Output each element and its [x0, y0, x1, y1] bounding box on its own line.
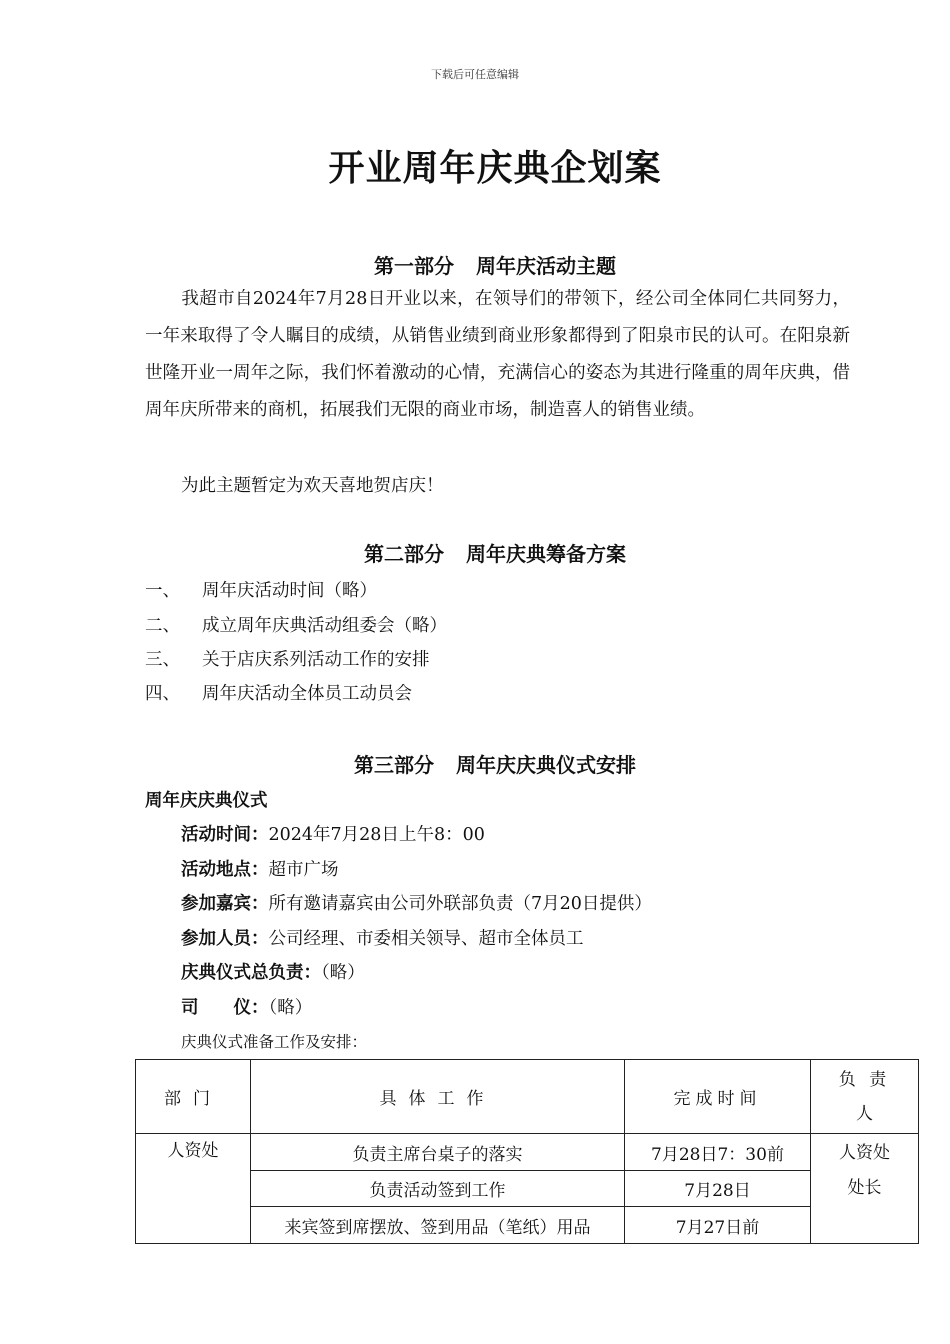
- detail-label: 庆典仪式总负责：: [181, 963, 321, 983]
- preparation-table: [135, 1059, 919, 1244]
- detail-value: 所有邀请嘉宾由公司外联部负责（7月20日提供）: [268, 894, 652, 914]
- header-work: 具体工作: [251, 1060, 625, 1134]
- detail-activity-time: [181, 821, 485, 846]
- cell-work: 负责活动签到工作: [251, 1171, 625, 1207]
- detail-value: （略）: [268, 998, 313, 1018]
- theme-paragraph: [145, 281, 850, 429]
- section-heading: 周年庆庆典仪式安排: [456, 753, 636, 777]
- detail-label: 活动地点：: [181, 860, 269, 880]
- table-header-row: [136, 1060, 919, 1134]
- detail-guests: [181, 890, 652, 915]
- header-time: 完成时间: [625, 1060, 811, 1134]
- section-heading: 周年庆典筹备方案: [466, 542, 626, 566]
- cell-time: 7月27日前: [625, 1207, 811, 1244]
- list-item-text: 成立周年庆典活动组委会（略）: [202, 616, 447, 636]
- detail-activity-location: [181, 856, 339, 881]
- list-item-number: 二、: [145, 616, 180, 636]
- detail-ceremony-lead: [181, 959, 365, 984]
- cell-dept: 人资处: [136, 1134, 251, 1244]
- theme-statement: 为此主题暂定为欢天喜地贺店庆！: [181, 476, 444, 496]
- header-note: 下载后可任意编辑: [431, 68, 519, 81]
- prep-note: 庆典仪式准备工作及安排：: [181, 1033, 368, 1051]
- section-heading: 周年庆活动主题: [476, 254, 616, 278]
- header-owner: 负 责 人: [811, 1060, 919, 1134]
- section-title-part2: [0, 538, 950, 567]
- list-item-text: 周年庆活动全体员工动员会: [202, 684, 412, 704]
- header-dept: 部门: [136, 1060, 251, 1134]
- list-item-number: 三、: [145, 650, 180, 670]
- cell-work: 来宾签到席摆放、签到用品（笔纸）用品: [251, 1207, 625, 1244]
- detail-label: 参加人员：: [181, 929, 269, 949]
- cell-owner: 人资处 处长: [811, 1134, 919, 1244]
- detail-label: 参加嘉宾：: [181, 894, 269, 914]
- section-number: 第三部分: [354, 753, 434, 777]
- cell-time: 7月28日: [625, 1171, 811, 1207]
- detail-label: 活动时间：: [181, 825, 269, 845]
- document-title: 开业周年庆典企划案: [328, 148, 662, 189]
- section-number: 第一部分: [374, 254, 454, 278]
- list-item-number: 一、: [145, 581, 180, 601]
- cell-work: 负责主席台桌子的落实: [251, 1134, 625, 1171]
- section-title-part1: [0, 250, 950, 279]
- detail-value: 2024年7月28日上午8：00: [268, 825, 485, 845]
- detail-host: [181, 994, 312, 1019]
- table-row: [136, 1171, 919, 1207]
- detail-label: 司 仪：: [181, 998, 269, 1018]
- list-item-number: 四、: [145, 684, 180, 704]
- list-item-text: 周年庆活动时间（略）: [202, 581, 377, 601]
- theme-paragraph-text: 我超市自2024年7月28日开业以来，在领导们的带领下，经公司全体同仁共同努力，一年来取得了令人瞩目的成绩，从销售业绩到商业形象都得到了阳泉市民的认可。在阳泉新世隆开业一周年之际，我们怀着激动的心情，充满信心的姿态为其进行隆重的周年庆典，借周年庆所带来的商机，拓展我们无限的商业市场，制造喜人的销售业绩。: [145, 289, 850, 420]
- list-item-text: 关于店庆系列活动工作的安排: [202, 650, 430, 670]
- ceremony-subheading: 周年庆庆典仪式: [145, 791, 268, 811]
- section-number: 第二部分: [364, 542, 444, 566]
- detail-value: 公司经理、市委相关领导、超市全体员工: [268, 929, 584, 949]
- table-row: [136, 1207, 919, 1244]
- table-row: [136, 1134, 919, 1171]
- detail-value: 超市广场: [268, 860, 339, 880]
- detail-attendees: [181, 925, 584, 950]
- detail-value: （略）: [321, 963, 365, 983]
- cell-time: 7月28日7：30前: [625, 1134, 811, 1171]
- section-title-part3: [0, 749, 950, 778]
